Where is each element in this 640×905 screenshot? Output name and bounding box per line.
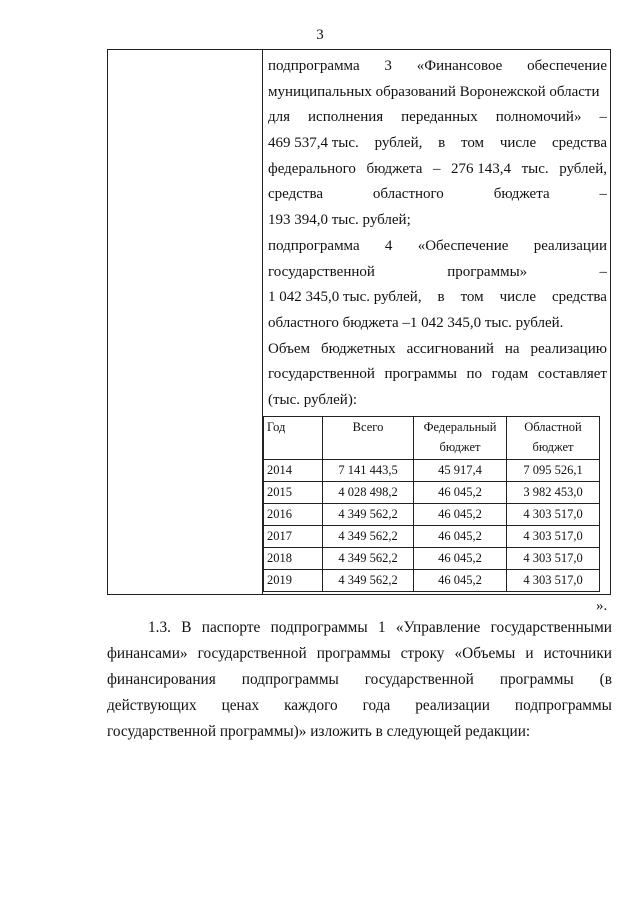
- cell-line: [268, 208, 607, 234]
- budget-table-header-row: [264, 416, 600, 459]
- cell-regional: 7 095 526,1: [507, 459, 600, 481]
- cell-word: реализации: [533, 237, 607, 254]
- cell-total: 4 028 498,2: [323, 481, 414, 503]
- paragraph-word: года: [362, 697, 391, 714]
- cell-line: [268, 337, 607, 363]
- budget-table-row: [264, 503, 600, 525]
- cell-word: обеспечение: [527, 58, 607, 74]
- budget-table-row: [264, 459, 600, 481]
- paragraph-word: государственной: [364, 671, 474, 688]
- cell-line: [268, 105, 607, 131]
- paragraph-word: государственной программы)» изложить в следующей редакции:: [107, 723, 531, 740]
- passport-value-cell: [263, 50, 611, 595]
- cell-word: ассигнований: [406, 340, 494, 357]
- cell-word: федерального: [268, 160, 356, 177]
- amendment-paragraph: [107, 615, 612, 745]
- passport-label-cell: [108, 50, 263, 595]
- cell-word: годам: [491, 366, 529, 383]
- cell-word: том: [460, 135, 485, 152]
- cell-line: [268, 234, 607, 260]
- cell-word: числе: [499, 289, 536, 306]
- cell-word: подпрограмма: [268, 237, 360, 254]
- paragraph-word: паспорте: [201, 619, 261, 636]
- paragraph-line: [107, 667, 612, 693]
- cell-total: 4 349 562,2: [323, 525, 414, 547]
- cell-word: в: [437, 289, 445, 306]
- cell-word: для: [268, 109, 291, 126]
- paragraph-word: действующих: [107, 697, 197, 714]
- cell-word: средства: [551, 135, 607, 152]
- paragraph-word: финансирования: [107, 671, 216, 688]
- cell-line: [268, 157, 607, 183]
- cell-word: 3: [384, 58, 392, 74]
- cell-word: реализацию: [530, 340, 607, 357]
- cell-year: 2018: [264, 547, 323, 569]
- cell-word: государственной: [268, 366, 375, 383]
- budget-table-row: [264, 481, 600, 503]
- cell-word: тыс.: [521, 160, 549, 177]
- cell-line: [268, 362, 607, 388]
- cell-line: [268, 388, 607, 414]
- page-number: 3: [316, 27, 324, 43]
- funding-description: [263, 50, 610, 414]
- paragraph-word: ценах: [221, 697, 260, 714]
- paragraph-word: каждого: [284, 697, 338, 714]
- paragraph-word: строку: [400, 645, 445, 662]
- cell-regional: 4 303 517,0: [507, 525, 600, 547]
- cell-word: –: [599, 186, 607, 203]
- cell-year: 2014: [264, 459, 323, 481]
- cell-word: числе: [499, 135, 537, 152]
- cell-year: 2017: [264, 525, 323, 547]
- paragraph-word: источники: [543, 645, 612, 662]
- cell-year: 2016: [264, 503, 323, 525]
- paragraph-word: программы: [316, 645, 391, 662]
- paragraph-word: реализации: [415, 697, 490, 714]
- paragraph-word: программы: [499, 671, 574, 688]
- cell-regional: 4 303 517,0: [507, 569, 600, 591]
- paragraph-word: подпрограммы: [241, 671, 339, 688]
- cell-line: [268, 285, 607, 311]
- header-federal: Федеральный бюджет: [414, 416, 507, 459]
- cell-federal: 46 045,2: [414, 503, 507, 525]
- paragraph-word: государственной: [197, 645, 307, 662]
- cell-word: муниципальных образований Воронежской области: [268, 83, 600, 100]
- cell-regional: 3 982 453,0: [507, 481, 600, 503]
- cell-word: полномочий»: [495, 109, 582, 126]
- cell-word: бюджетных: [320, 340, 396, 357]
- paragraph-word: В: [181, 619, 192, 636]
- paragraph-word: (в: [599, 671, 612, 688]
- cell-federal: 46 045,2: [414, 481, 507, 503]
- cell-word: составляет: [537, 366, 607, 383]
- cell-word: 469 537,4 тыс.: [268, 135, 359, 152]
- cell-word: переданных: [401, 109, 478, 126]
- cell-total: 4 349 562,2: [323, 569, 414, 591]
- paragraph-word: 1: [377, 619, 386, 636]
- cell-regional: 4 303 517,0: [507, 547, 600, 569]
- paragraph-word: и: [525, 645, 534, 662]
- cell-word: областного бюджета –1 042 345,0 тыс. рублей.: [268, 314, 564, 331]
- cell-word: средства: [268, 186, 324, 203]
- budget-table-row: [264, 525, 600, 547]
- cell-word: средства: [551, 289, 607, 306]
- cell-word: «Финансовое: [416, 58, 503, 74]
- paragraph-word: «Управление: [395, 619, 481, 636]
- cell-word: 276 143,4: [451, 160, 512, 177]
- cell-federal: 46 045,2: [414, 569, 507, 591]
- budget-table-row: [264, 569, 600, 591]
- cell-word: государственной: [268, 263, 375, 280]
- paragraph-line: [107, 641, 612, 667]
- cell-word: –: [599, 109, 607, 126]
- paragraph-word: подпрограммы: [514, 697, 612, 714]
- paragraph-word: «Объемы: [454, 645, 516, 662]
- cell-word: (тыс. рублей):: [268, 391, 357, 408]
- cell-total: 4 349 562,2: [323, 547, 414, 569]
- paragraph-word: финансами»: [107, 645, 188, 662]
- cell-word: –: [599, 263, 607, 280]
- paragraph-line: [107, 719, 612, 745]
- cell-word: рублей,: [559, 160, 607, 177]
- cell-line: [268, 54, 607, 80]
- cell-word: в: [438, 135, 446, 152]
- cell-year: 2015: [264, 481, 323, 503]
- cell-line: [268, 260, 607, 286]
- cell-word: подпрограмма: [268, 58, 360, 74]
- cell-line: [268, 311, 607, 337]
- cell-word: –: [432, 160, 441, 177]
- cell-word: Объем: [268, 340, 310, 357]
- cell-federal: 46 045,2: [414, 547, 507, 569]
- cell-year: 2019: [264, 569, 323, 591]
- cell-line: [268, 182, 607, 208]
- header-total: Всего: [323, 416, 414, 459]
- cell-word: программы: [384, 366, 457, 383]
- cell-word: 1 042 345,0 тыс. рублей,: [268, 289, 422, 306]
- cell-word: 4: [384, 237, 393, 254]
- cell-regional: 4 303 517,0: [507, 503, 600, 525]
- cell-word: рублей,: [374, 135, 423, 152]
- cell-federal: 46 045,2: [414, 525, 507, 547]
- cell-word: бюджета: [366, 160, 423, 177]
- paragraph-line: [107, 615, 612, 641]
- cell-line: [268, 80, 607, 106]
- cell-word: на: [504, 340, 520, 357]
- paragraph-line: [107, 693, 612, 719]
- cell-word: том: [460, 289, 484, 306]
- cell-total: 7 141 443,5: [323, 459, 414, 481]
- budget-table-row: [264, 547, 600, 569]
- header-regional: Областной бюджет: [507, 416, 600, 459]
- paragraph-word: подпрограммы: [270, 619, 368, 636]
- paragraph-word: 1.3.: [148, 619, 171, 636]
- header-year: Год: [264, 416, 323, 459]
- cell-word: 193 394,0 тыс. рублей;: [268, 212, 411, 229]
- cell-line: [268, 131, 607, 157]
- cell-total: 4 349 562,2: [323, 503, 414, 525]
- cell-word: бюджета: [493, 186, 550, 203]
- passport-table: [107, 49, 611, 595]
- cell-word: областного: [372, 186, 444, 203]
- budget-by-year-table: [263, 416, 600, 592]
- cell-word: по: [466, 366, 483, 383]
- cell-federal: 45 917,4: [414, 459, 507, 481]
- closing-quote: ».: [596, 598, 608, 614]
- cell-word: «Обеспечение: [417, 237, 509, 254]
- cell-word: исполнения: [308, 109, 384, 126]
- cell-word: программы»: [447, 263, 528, 280]
- paragraph-word: государственными: [490, 619, 612, 636]
